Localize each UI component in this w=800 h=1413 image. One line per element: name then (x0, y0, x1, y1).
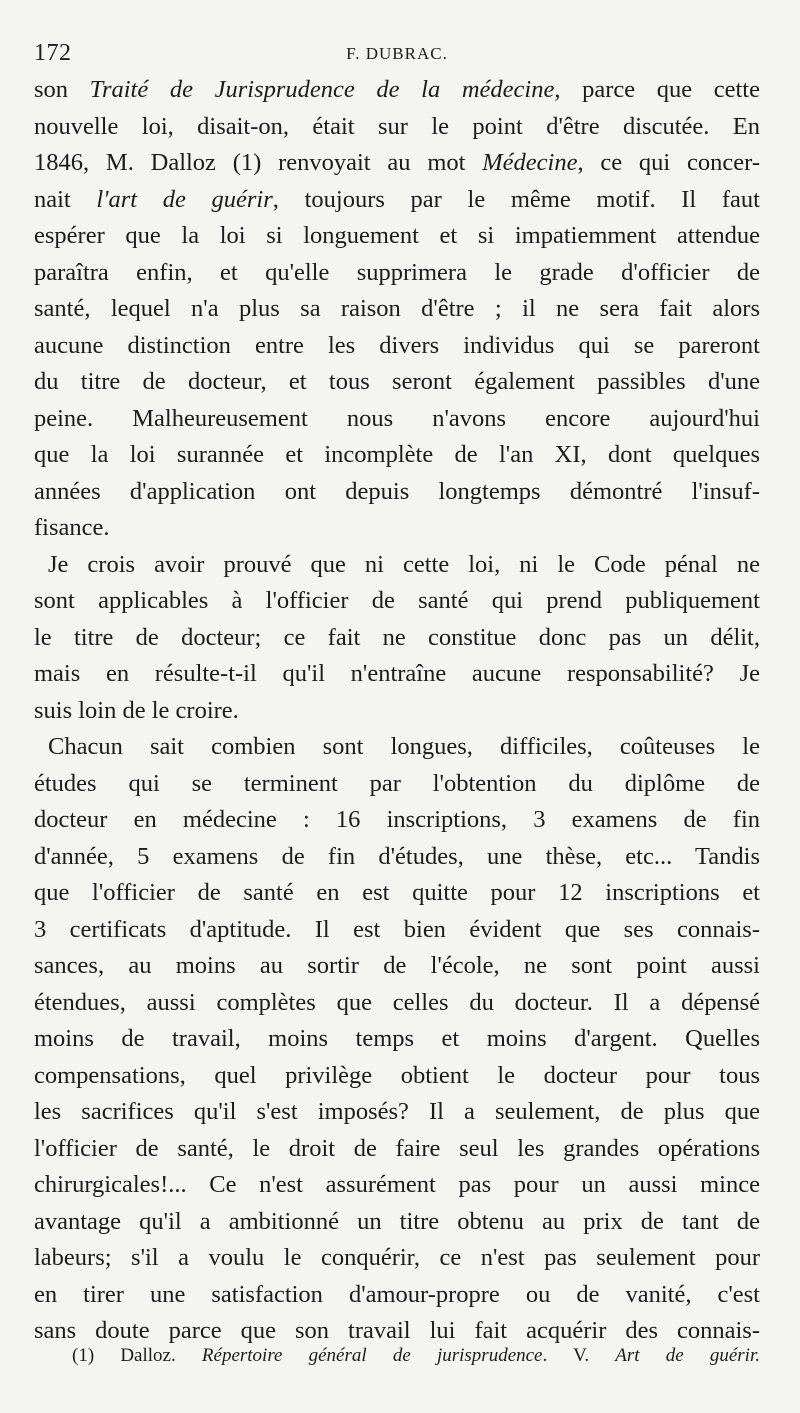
text-line: le titre de docteur; ce fait ne constitue donc pas un délit, (34, 623, 760, 651)
text-line: études qui se terminent par l'obtention du diplôme de (34, 769, 760, 797)
text-line: peine. Malheureusement nous n'avons encore aujourd'hui (34, 404, 760, 432)
text-line: l'officier de santé, le droit de faire seul les grandes opérations (34, 1134, 760, 1162)
text-line: en tirer une satisfaction d'amour-propre ou de vanité, c'est (34, 1280, 760, 1308)
running-head: F. DUBRAC. (346, 44, 448, 63)
text-line: mais en résulte-t-il qu'il n'entraîne aucune responsabilité? Je (34, 660, 760, 687)
text-line: sont applicables à l'officier de santé qui prend publiquement (34, 587, 760, 614)
text-line: fisance. (34, 514, 110, 541)
text-line: du titre de docteur, et tous seront également passibles d'une (34, 368, 760, 395)
text-line: labeurs; s'il a voulu le conquérir, ce n'est pas seulement pour (34, 1244, 760, 1271)
text-line: paraîtra enfin, et qu'elle supprimera le grade d'officier de (34, 258, 760, 286)
footnote: (1) Dalloz. Répertoire général de jurisprudence. V. Art de guérir. (72, 1345, 760, 1366)
text-line: d'année, 5 examens de fin d'études, une thèse, etc... Tandis (34, 842, 760, 870)
page-header (34, 40, 760, 70)
text-line: que la loi surannée et incomplète de l'an XI, dont quelques (34, 441, 760, 468)
text-line: 3 certificats d'aptitude. Il est bien évident que ses connais- (34, 915, 760, 943)
text-line: sances, au moins au sortir de l'école, ne sont point aussi (34, 952, 760, 979)
text-line: 1846, M. Dalloz (1) renvoyait au mot Médecine, ce qui concer- (34, 149, 760, 176)
text-line: années d'application ont depuis longtemps démontré l'insuf- (34, 477, 760, 505)
text-line: avantage qu'il a ambitionné un titre obtenu au prix de tant de (34, 1207, 760, 1235)
text-line: sans doute parce que son travail lui fait acquérir des connais- (34, 1317, 760, 1344)
text-line: suis loin de le croire. (34, 696, 239, 724)
paragraph-start: Je crois avoir prouvé que ni cette loi, ni le Code pénal ne (48, 550, 760, 578)
text-line: santé, lequel n'a plus sa raison d'être ; il ne sera fait alors (34, 295, 760, 322)
text-line: docteur en médecine : 16 inscriptions, 3 examens de fin (34, 806, 760, 833)
text-line: nouvelle loi, disait-on, était sur le point d'être discutée. En (34, 112, 760, 140)
text-line: moins de travail, moins temps et moins d'argent. Quelles (34, 1025, 760, 1052)
page-number: 172 (34, 40, 72, 66)
text-line: espérer que la loi si longuement et si impatiemment attendue (34, 222, 760, 249)
text-line: aucune distinction entre les divers individus qui se pareront (34, 331, 760, 359)
text-line: son Traité de Jurisprudence de la médecine, parce que cette (34, 76, 760, 103)
text-line: que l'officier de santé en est quitte pour 12 inscriptions et (34, 879, 760, 906)
body-text (34, 72, 760, 1350)
text-line: nait l'art de guérir, toujours par le même motif. Il faut (34, 185, 760, 213)
text-line: chirurgicales!... Ce n'est assurément pas pour un aussi mince (34, 1171, 760, 1198)
paragraph-start: Chacun sait combien sont longues, difficiles, coûteuses le (48, 733, 760, 760)
text-line: les sacrifices qu'il s'est imposés? Il a seulement, de plus que (34, 1098, 760, 1125)
text-line: étendues, aussi complètes que celles du docteur. Il a dépensé (34, 988, 760, 1016)
text-line: compensations, quel privilège obtient le docteur pour tous (34, 1061, 760, 1089)
